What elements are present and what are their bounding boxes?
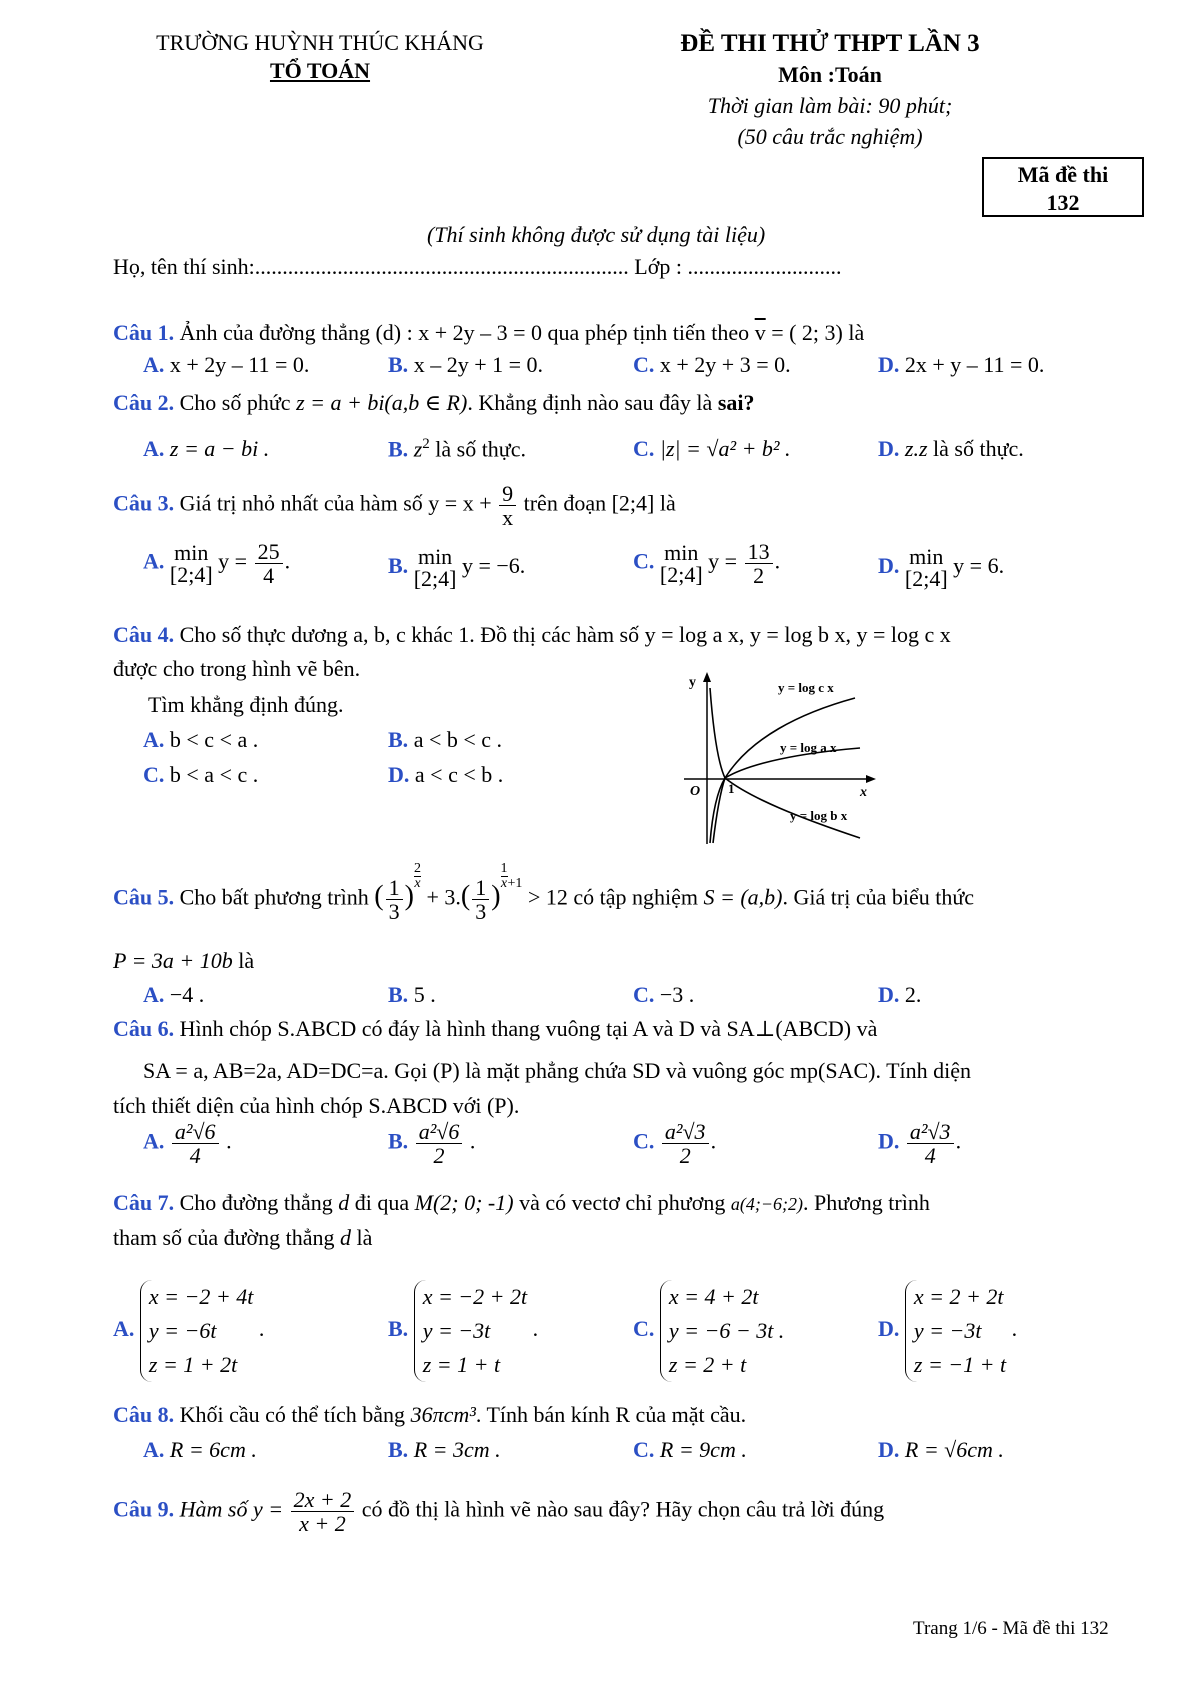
fraction-num: 1 [472, 876, 489, 900]
q8-option-a[interactable] [143, 1437, 257, 1463]
q5-option-b[interactable] [388, 982, 436, 1008]
volume: 36πcm³ [410, 1402, 476, 1427]
q7-option-a[interactable]: A. x = −2 + 4t y = −6t z = 1 + 2t . [113, 1280, 264, 1382]
question-stem-3: . Giá trị của biểu thức [782, 884, 975, 910]
option-letter: B. [388, 727, 409, 752]
eq-x: x = 4 + 2t [668, 1284, 759, 1309]
question-stem-4: là [238, 948, 255, 973]
option-letter: B. [388, 1128, 409, 1154]
option-letter: D. [878, 352, 900, 377]
open-paren: ( [374, 880, 384, 912]
fraction-den: 2 [433, 1143, 445, 1169]
fraction-num: 9 [499, 482, 516, 506]
min-operator [414, 546, 457, 590]
question-stem: Cho đường thẳng [179, 1190, 333, 1215]
option-letter: D. [878, 1316, 900, 1342]
subject: Môn :Toán [778, 62, 882, 87]
exp-plus-one: +1 [507, 876, 523, 891]
question-4-task: Tìm khẳng định đúng. [148, 692, 344, 717]
min-text: min [174, 539, 209, 565]
eq-z: z = −1 + t [913, 1352, 1007, 1377]
interval: [2;4] [611, 490, 655, 516]
y-equals: y = [708, 548, 738, 574]
q4-option-b[interactable] [388, 727, 502, 753]
question-stem-3: và có vectơ chỉ phương [519, 1190, 726, 1215]
q6-option-b[interactable]: B. $\frac{\text{a²√6}}{2}$ . [388, 1119, 476, 1169]
option-letter: C. [633, 1128, 655, 1154]
log-functions: a x, y = log b x, y = log c x [712, 622, 951, 647]
question-stem-2: trên đoạn [523, 490, 607, 516]
complex-number: z = a + bi(a,b ∈ R) [296, 390, 468, 415]
y-axis-arrow [703, 672, 711, 682]
school-name: TRƯỜNG HUỲNH THÚC KHÁNG [156, 30, 484, 55]
question-label: Câu 4. [113, 622, 175, 647]
option-letter: A. [143, 548, 165, 574]
fraction-den: 2 [679, 1143, 691, 1169]
q3-option-d[interactable] [878, 546, 1004, 590]
option-letter: D. [878, 1437, 900, 1462]
option-text: R = 3cm . [413, 1437, 501, 1462]
option-text: là số thực. [933, 436, 1024, 461]
x-axis-arrow [866, 775, 876, 783]
question-stem-2: có đồ thị là hình vẽ nào sau đây? Hãy chọn câu trả lời đúng [361, 1496, 885, 1522]
fraction-den: 4 [924, 1143, 936, 1169]
eq-y: y = −3t [422, 1318, 491, 1343]
question-label: Câu 6. [113, 1016, 175, 1041]
option-text: −3 . [659, 982, 695, 1007]
option-letter: C. [633, 982, 655, 1007]
fraction [255, 540, 283, 587]
option-letter: C. [633, 1437, 655, 1462]
question-stem: Giá trị nhỏ nhất của hàm số y = x + [179, 490, 492, 516]
exam-code-label: Mã đề thi [1017, 162, 1109, 187]
equation-system [414, 1280, 527, 1382]
question-5-line-2 [113, 948, 254, 974]
option-letter: A. [113, 1316, 135, 1342]
min-text: min [417, 544, 453, 569]
fraction-den: 4 [263, 563, 275, 589]
fraction-num: a²√6 [172, 1120, 219, 1144]
question-label: Câu 9. [113, 1496, 175, 1522]
fraction-den: x [502, 505, 514, 531]
eq-z: z = 2 + t [668, 1352, 747, 1377]
option-text: z = a − bi . [169, 436, 270, 461]
plus-three: + 3. [426, 884, 461, 910]
q5-option-d[interactable] [878, 982, 921, 1008]
option-text: x + 2y + 3 = 0. [659, 352, 791, 377]
option-letter: D. [878, 553, 900, 579]
question-label: Câu 7. [113, 1190, 175, 1215]
curve-c-label: y = log c x [778, 680, 834, 695]
q2-option-d[interactable] [878, 436, 1024, 462]
q1-option-b[interactable] [388, 352, 543, 378]
exponent-2 [501, 862, 523, 891]
question-stem-2: đi qua [354, 1190, 410, 1215]
question-8 [113, 1402, 746, 1428]
line-symbol: d [340, 1225, 352, 1250]
option-expr: z.z [904, 436, 928, 461]
exp-den: x [500, 876, 508, 891]
q3-option-b[interactable] [388, 546, 525, 590]
option-letter: C. [633, 436, 655, 461]
fraction-den: 2 [753, 563, 765, 589]
curve-log-a [713, 748, 860, 843]
fraction-num: 2x + 2 [291, 1488, 355, 1512]
close-paren: ) [404, 880, 414, 912]
x-axis-label: x [860, 785, 867, 800]
fraction [499, 482, 516, 529]
q8-option-c[interactable] [633, 1437, 747, 1463]
fraction [416, 1120, 463, 1167]
question-1 [113, 320, 864, 346]
eq-x: x = −2 + 2t [422, 1284, 528, 1309]
question-stem-3: là [659, 490, 676, 516]
q1-option-c[interactable] [633, 352, 791, 378]
q2-option-c[interactable] [633, 436, 791, 462]
min-sub: [2;4] [904, 566, 948, 591]
exp-num: 1 [500, 861, 508, 876]
option-text: là số thực. [435, 436, 526, 462]
question-label: Câu 5. [113, 884, 175, 910]
q3-option-a[interactable]: A. min [2;4] y = $\frac{25}{4}$ . [143, 539, 291, 589]
question-7 [113, 1190, 930, 1216]
option-letter: B. [388, 352, 409, 377]
department: TỔ TOÁN [269, 58, 371, 83]
one-label: 1 [728, 781, 735, 796]
q7-option-b[interactable]: B. x = −2 + 2t y = −3t z = 1 + t . [388, 1280, 538, 1382]
option-letter: B. [388, 436, 409, 462]
question-7-line-2 [113, 1225, 372, 1251]
question-stem: Cho số thực dương a, b, c khác 1. Đồ thị các hàm số y = log [179, 622, 708, 647]
option-text: −4 . [169, 982, 205, 1007]
direction-vector: a(4;−6;2) [730, 1194, 803, 1214]
y-equals: y = [218, 548, 248, 574]
option-text: a < b < c . [413, 727, 503, 752]
fraction [291, 1488, 355, 1535]
q1-option-d[interactable] [878, 352, 1044, 378]
exam-title: ĐỀ THI THỬ THPT LẦN 3 [680, 30, 980, 57]
q2-option-b[interactable]: B. $z^2$ là số thực. [388, 436, 526, 462]
question-stem-2: . Tính bán kính R của mặt cầu. [475, 1402, 747, 1427]
option-letter: D. [878, 1128, 900, 1154]
origin-label: O [690, 784, 701, 799]
option-letter: A. [143, 1437, 165, 1462]
question-label: Câu 1. [113, 320, 175, 345]
option-text: x – 2y + 1 = 0. [413, 352, 544, 377]
eq-z: z = 1 + t [422, 1352, 501, 1377]
vector-value: = ( 2; 3) là [771, 320, 865, 345]
q8-option-d[interactable] [878, 1437, 1004, 1463]
exam-code-box [982, 157, 1144, 217]
fraction-num: a²√6 [416, 1120, 463, 1144]
fraction [172, 1120, 219, 1167]
q5-option-c[interactable] [633, 982, 694, 1008]
option-expr: z [413, 436, 423, 462]
option-letter: A. [143, 436, 165, 461]
option-letter: C. [633, 548, 655, 574]
eq-y: y = −6 − 3t . [668, 1318, 785, 1343]
min-operator [905, 546, 948, 590]
option-text: R = 6cm . [169, 1437, 257, 1462]
q7-option-d[interactable]: D. x = 2 + 2t y = −3t z = −1 + t . [878, 1280, 1017, 1382]
option-text: x + 2y – 11 = 0. [169, 352, 310, 377]
question-5 [113, 861, 975, 925]
question-label: Câu 3. [113, 490, 175, 516]
question-label: Câu 2. [113, 390, 175, 415]
close-paren: ) [491, 880, 501, 912]
fraction-den: x + 2 [299, 1511, 346, 1537]
page-footer: Trang 1/6 - Mã đề thi 132 [913, 1618, 1109, 1639]
exponent-1 [414, 862, 421, 891]
greater-than-12: > 12 [527, 884, 568, 910]
option-letter: C. [633, 352, 655, 377]
question-stem-2: có tập nghiệm [573, 884, 698, 910]
q3-option-c[interactable]: C. min [2;4] y = $\frac{13}{2}$ . [633, 539, 781, 589]
min-sub: [2;4] [169, 561, 213, 587]
option-letter: C. [143, 762, 165, 787]
q6-option-c[interactable]: C. $\frac{\text{a²√3}}{2}$ . [633, 1119, 717, 1169]
min-sub: [2;4] [659, 561, 703, 587]
option-letter: B. [388, 1316, 409, 1342]
min-text: min [664, 539, 699, 565]
question-stem-6: là [356, 1225, 373, 1250]
question-count: (50 câu trắc nghiệm) [737, 124, 923, 149]
fraction [386, 876, 403, 923]
option-letter: B. [388, 1437, 409, 1462]
q6-option-a[interactable]: A. $\frac{\text{a²√6}}{4}$ . [143, 1119, 232, 1169]
min-operator [659, 539, 703, 587]
exam-code: 132 [1046, 190, 1080, 215]
option-text: b < a < c . [169, 762, 259, 787]
option-text: |z| = √a² + b² . [659, 436, 791, 461]
fraction [662, 1120, 709, 1167]
min-text: min [909, 544, 944, 569]
option-text: R = √6cm . [904, 1437, 1004, 1462]
fraction-num: a²√3 [907, 1120, 954, 1144]
no-materials-note: (Thí sinh không được sử dụng tài liệu) [427, 222, 766, 247]
question-stem: Cho bất phương trình [179, 884, 369, 910]
fraction-num: 25 [255, 540, 283, 564]
exp-num: 2 [413, 861, 421, 876]
q6-option-d[interactable]: D. $\frac{\text{a²√3}}{4}$ . [878, 1119, 962, 1169]
fraction-den: 3 [388, 899, 400, 925]
fraction [745, 540, 773, 587]
fraction-den: 4 [189, 1143, 201, 1169]
option-letter: D. [878, 436, 900, 461]
fraction [907, 1120, 954, 1167]
question-2 [113, 390, 755, 416]
question-stem: Hàm số y = [179, 1496, 284, 1522]
question-6-line-3: tích thiết diện của hình chóp S.ABCD với (P). [113, 1093, 520, 1118]
option-letter: D. [388, 762, 410, 787]
fraction [472, 876, 489, 923]
question-stem: Ảnh của đường thẳng (d) : x + 2y – 3 = 0 qua phép tịnh tiến theo [179, 320, 750, 345]
option-text: 5 . [413, 982, 436, 1007]
option-letter: B. [388, 982, 409, 1007]
question-3 [113, 482, 676, 529]
option-text: y = 6. [953, 553, 1005, 579]
option-letter: A. [143, 982, 165, 1007]
question-stem: Khối cầu có thể tích bằng [179, 1402, 406, 1427]
q4-option-d[interactable] [388, 762, 503, 788]
min-sub: [2;4] [413, 566, 457, 591]
q1-option-a[interactable] [143, 352, 309, 378]
eq-x: x = −2 + 4t [148, 1284, 254, 1309]
fraction-num: 13 [745, 540, 773, 564]
expression-p: P = 3a + 10b [113, 948, 233, 973]
question-9 [113, 1488, 884, 1535]
option-text: R = 9cm . [659, 1437, 747, 1462]
q4-option-a[interactable] [143, 727, 258, 753]
q5-option-a[interactable] [143, 982, 204, 1008]
question-6 [113, 1016, 877, 1042]
min-operator [169, 539, 213, 587]
option-letter: A. [143, 352, 165, 377]
y-axis-label: y [689, 675, 696, 690]
option-letter: A. [143, 727, 165, 752]
equation-system [140, 1280, 253, 1382]
option-text: 2. [904, 982, 922, 1007]
option-letter: B. [388, 553, 409, 579]
solution-set: S = (a,b) [703, 884, 783, 910]
q4-option-c[interactable] [143, 762, 258, 788]
question-stem-4: . Phương trình [802, 1190, 930, 1215]
q7-option-c[interactable] [633, 1280, 784, 1382]
question-4 [113, 622, 951, 648]
log-graph [680, 668, 880, 848]
option-text: y = −6. [461, 553, 526, 579]
q8-option-b[interactable] [388, 1437, 501, 1463]
line-symbol: d [338, 1190, 350, 1215]
question-6-line-2: SA = a, AB=2a, AD=DC=a. Gọi (P) là mặt phẳng chứa SD và vuông góc mp(SAC). Tính diện [143, 1058, 972, 1083]
question-4-line-2: được cho trong hình vẽ bên. [113, 656, 361, 681]
question-stem: Hình chóp S.ABCD có đáy là hình thang vuông tại A và D và SA⊥(ABCD) và [179, 1016, 878, 1041]
equation-system [905, 1280, 1006, 1382]
eq-y: y = −3t [913, 1318, 982, 1343]
option-letter: A. [143, 1128, 165, 1154]
equation-system [660, 1280, 784, 1382]
q2-option-a[interactable] [143, 436, 269, 462]
vector-symbol: $\overline{v}$ [754, 320, 766, 345]
curve-a-label: y = log a x [780, 740, 837, 755]
open-paren: ( [460, 880, 471, 912]
question-stem-5: tham số của đường thẳng [113, 1225, 335, 1250]
option-letter: D. [878, 982, 900, 1007]
question-stem: Cho số phức [179, 390, 291, 415]
question-stem-2: . Khẳng định nào sau đây là [467, 390, 713, 415]
option-letter: C. [633, 1316, 655, 1342]
option-text: a < c < b . [414, 762, 504, 787]
exam-time: Thời gian làm bài: 90 phút; [707, 93, 953, 118]
question-label: Câu 8. [113, 1402, 175, 1427]
fraction-num: 1 [386, 876, 403, 900]
eq-z: z = 1 + 2t [148, 1352, 238, 1377]
curve-b-label: y = log b x [790, 808, 848, 823]
eq-y: y = −6t [148, 1318, 217, 1343]
eq-x: x = 2 + 2t [913, 1284, 1004, 1309]
question-emphasis: sai? [717, 390, 755, 415]
fraction-den: 3 [475, 899, 487, 925]
option-text: b < c < a . [169, 727, 259, 752]
fraction-num: a²√3 [662, 1120, 709, 1144]
option-text: 2x + y – 11 = 0. [904, 352, 1045, 377]
exp-den: x [414, 876, 421, 891]
candidate-name-line: Họ, tên thí sinh:.................................................................... Lớp : ............................ [113, 254, 842, 279]
point-m: M(2; 0; -1) [414, 1190, 514, 1215]
